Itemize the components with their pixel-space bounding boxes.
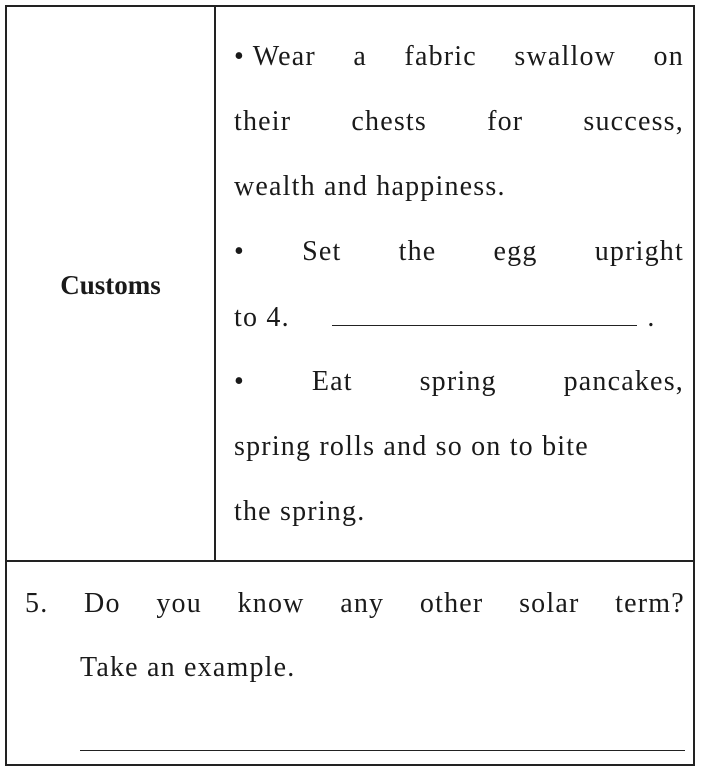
word: other xyxy=(419,588,484,619)
word: • Wear xyxy=(234,41,316,72)
word: for xyxy=(487,106,524,137)
word: any xyxy=(340,588,385,619)
bullet: • xyxy=(234,236,246,267)
word: spring xyxy=(419,366,497,397)
custom-2-line-1 xyxy=(234,232,684,272)
custom-3-line-2: spring rolls and so on to bite xyxy=(234,431,589,462)
word: Set xyxy=(302,236,342,267)
blank-suffix: . xyxy=(647,302,656,333)
word: chests xyxy=(351,106,428,137)
word: upright xyxy=(594,236,684,267)
question-5-line-1 xyxy=(25,584,685,624)
customs-row xyxy=(7,7,693,562)
word: term? xyxy=(615,588,685,619)
blank-prefix: to 4. xyxy=(234,302,290,333)
customs-label-cell xyxy=(7,7,216,560)
answer-line-5[interactable] xyxy=(80,750,685,751)
question-5-line-2: Take an example. xyxy=(80,652,296,683)
question-row xyxy=(7,562,693,764)
custom-3-line-3: the spring. xyxy=(234,496,366,527)
word: know xyxy=(237,588,305,619)
custom-1-line-2 xyxy=(234,102,684,142)
customs-table xyxy=(5,5,695,766)
question-number: 5. xyxy=(25,588,49,619)
word: Eat xyxy=(311,366,353,397)
customs-label: Customs xyxy=(60,270,161,300)
customs-content-cell xyxy=(216,7,693,560)
word: egg xyxy=(493,236,538,267)
custom-1-line-3: wealth and happiness. xyxy=(234,171,506,202)
word: you xyxy=(156,588,202,619)
word: their xyxy=(234,106,292,137)
word: Do xyxy=(84,588,121,619)
bullet: • xyxy=(234,366,246,397)
word: pancakes, xyxy=(563,366,684,397)
custom-2-line-2 xyxy=(234,298,684,338)
word: fabric xyxy=(404,41,477,72)
custom-1-line-1 xyxy=(234,37,684,77)
word: solar xyxy=(519,588,580,619)
word: a xyxy=(353,41,367,72)
word: the xyxy=(398,236,437,267)
word: success, xyxy=(583,106,684,137)
answer-blank-4[interactable] xyxy=(332,299,637,326)
word: on xyxy=(653,41,684,72)
custom-3-line-1 xyxy=(234,362,684,402)
word: swallow xyxy=(514,41,617,72)
